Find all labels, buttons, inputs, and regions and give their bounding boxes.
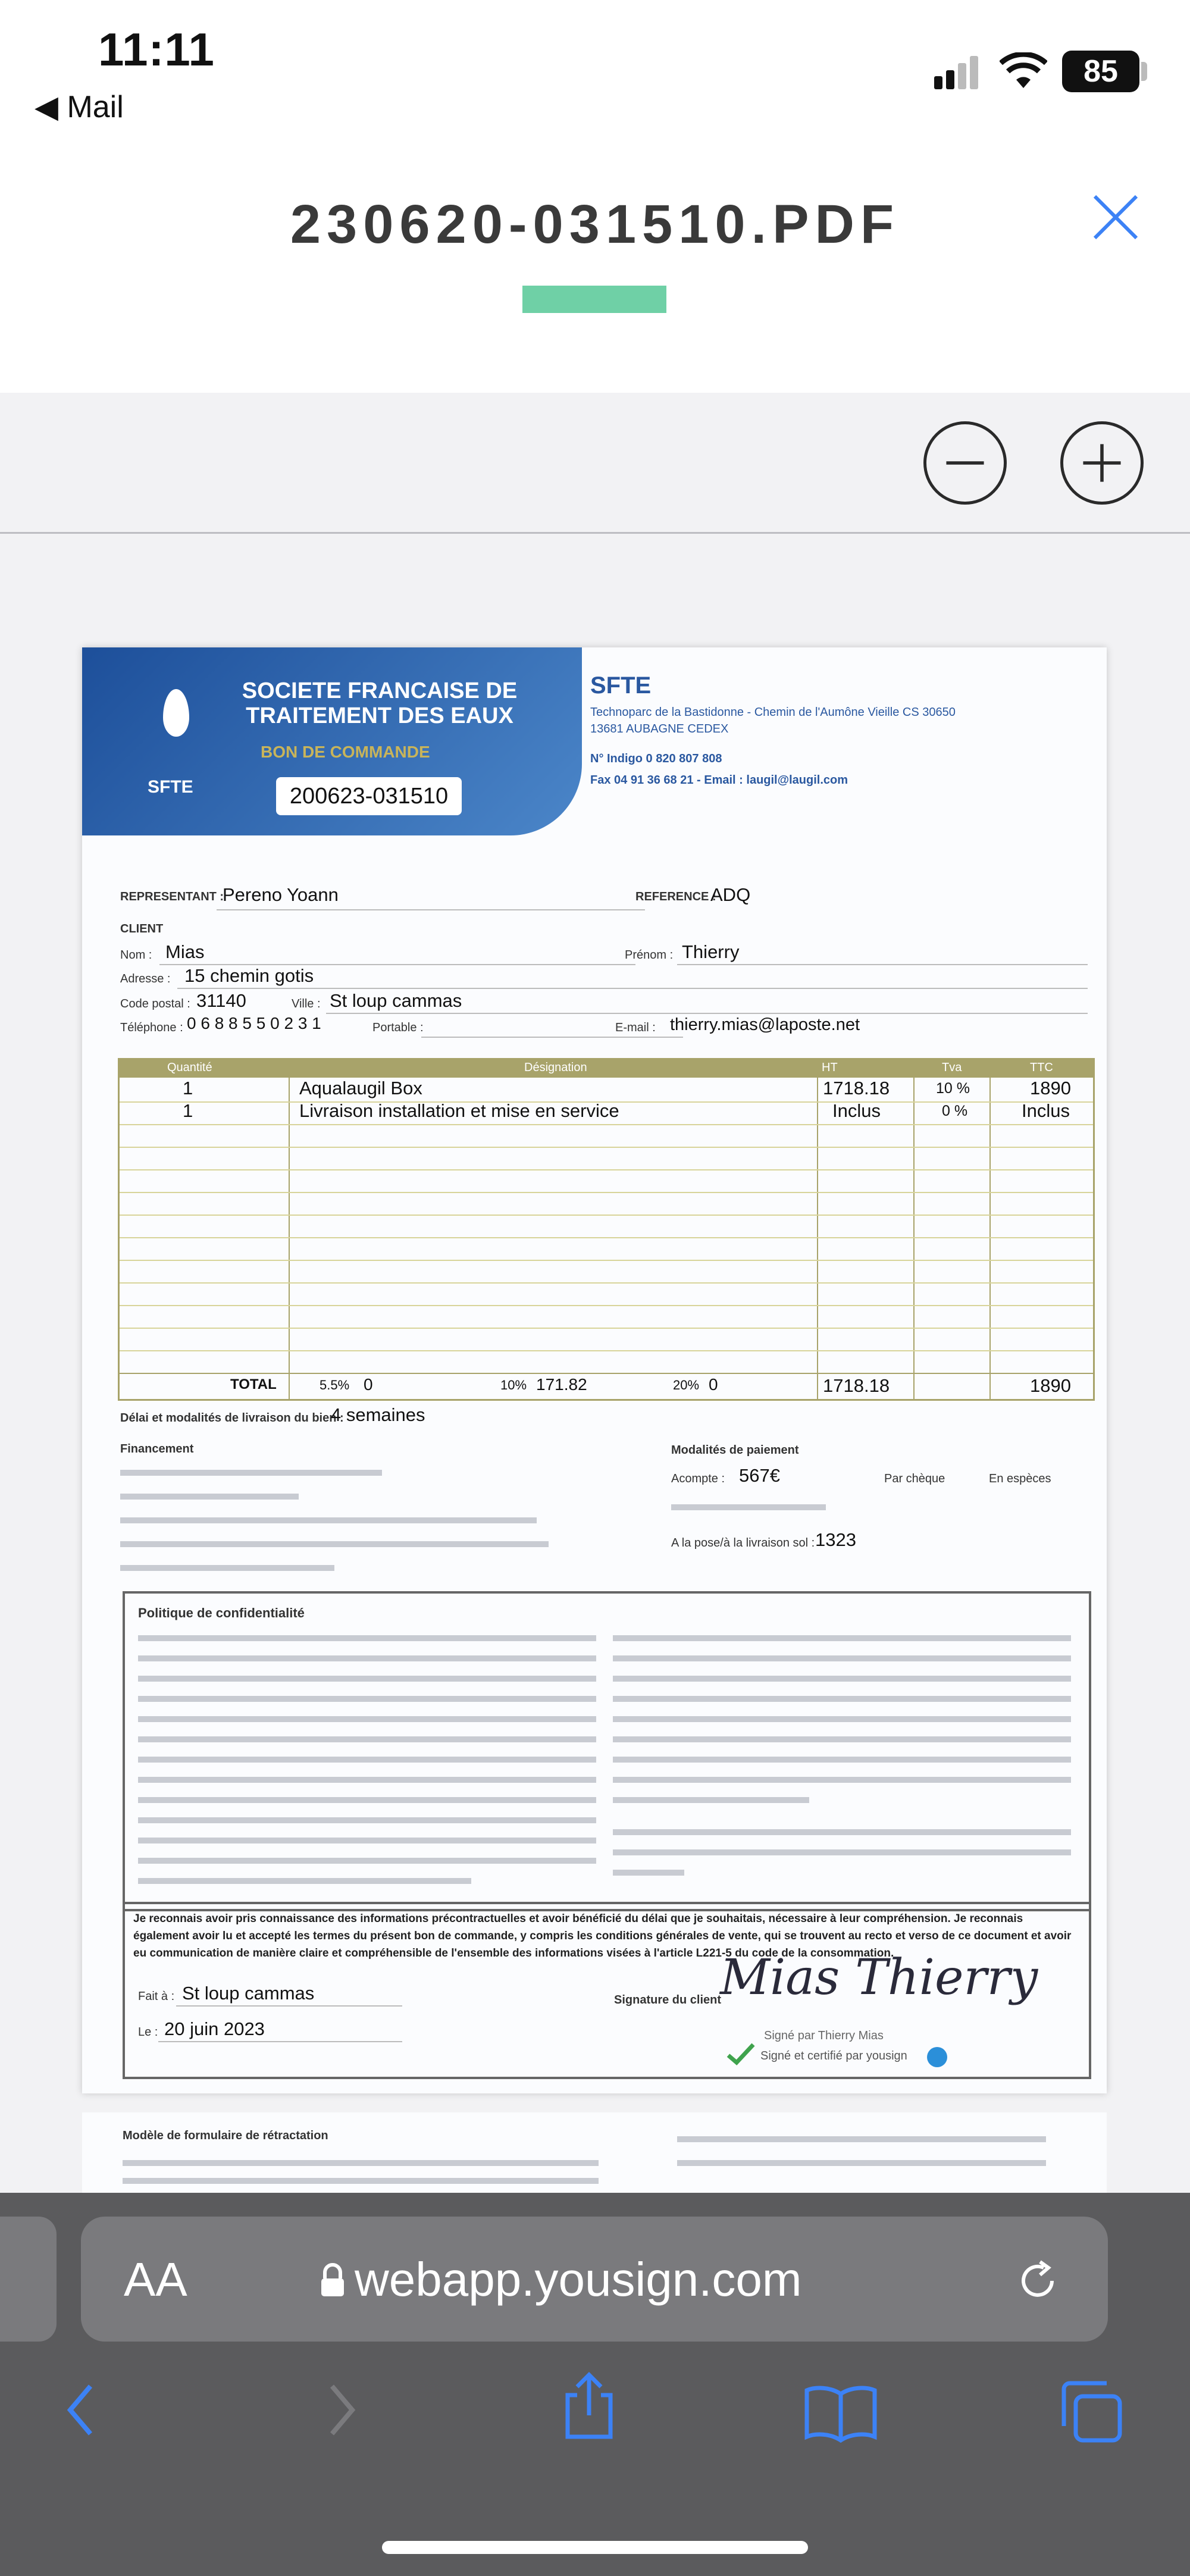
col-divider [817, 1060, 818, 1399]
client-signature: Mias Thierry [720, 1949, 1038, 2006]
tabs-icon[interactable] [1059, 2378, 1125, 2444]
logo-text: SFTE [148, 777, 193, 797]
battery-indicator: 85 [1062, 51, 1139, 92]
total-ttc: 1890 [1030, 1375, 1071, 1396]
row1-ht: 1718.18 [823, 1078, 890, 1098]
reader-settings-button[interactable]: AA [124, 2253, 187, 2306]
text-line [138, 1696, 596, 1702]
tel-value: 0 6 8 8 5 5 0 2 3 1 [187, 1014, 321, 1032]
text-line [613, 1777, 1071, 1783]
text-line [138, 1736, 596, 1742]
divider [177, 988, 1088, 989]
divider [217, 909, 645, 910]
text-line [613, 1696, 1071, 1702]
indigo-number: N° Indigo 0 820 807 808 [590, 752, 722, 765]
modalites-line [671, 1504, 826, 1510]
signature-label: Signature du client [614, 1993, 722, 2007]
text-line [123, 2178, 599, 2184]
total-label: TOTAL [230, 1376, 277, 1392]
pdf-page[interactable] [82, 647, 1107, 2093]
contact-line: Fax 04 91 36 68 21 - Email : laugil@laugil.com [590, 774, 848, 787]
divider [421, 1037, 683, 1038]
divider [176, 2005, 402, 2007]
prenom-value: Thierry [682, 941, 740, 962]
certified-by: Signé et certifié par yousign [760, 2049, 907, 2062]
representant-label: REPRESENTANT : [120, 890, 224, 903]
document-title: 230620-031510.PDF [290, 194, 900, 255]
text-line [138, 1757, 596, 1763]
client-label: CLIENT [120, 922, 164, 935]
text-line [613, 1797, 809, 1803]
yousign-logo-icon [927, 2047, 947, 2067]
row2-ttc: Inclus [1022, 1100, 1070, 1121]
col-divider [989, 1060, 991, 1399]
adresse-value: 15 chemin gotis [184, 965, 314, 986]
tva2-label: 10% [500, 1378, 527, 1392]
document-header [0, 143, 1190, 393]
text-line [613, 1655, 1071, 1661]
address-line-1: Technoparc de la Bastidonne - Chemin de l'Aumône Vieille CS 30650 [590, 706, 956, 719]
row1-ttc: 1890 [1030, 1078, 1071, 1098]
bookmarks-icon[interactable] [803, 2383, 878, 2443]
nom-value: Mias [165, 941, 205, 962]
col-quantite: Quantité [167, 1061, 212, 1074]
reference-label: REFERENCE : [635, 890, 716, 903]
row2-tva: 0 % [942, 1103, 968, 1119]
text-line [138, 1777, 596, 1783]
close-icon[interactable] [1089, 190, 1142, 244]
col-divider [913, 1060, 915, 1399]
row-line [120, 1124, 1093, 1125]
cp-label: Code postal : [120, 997, 190, 1010]
tel-label: Téléphone : [120, 1021, 183, 1034]
text-line [613, 1676, 1071, 1682]
text-line [613, 1736, 1071, 1742]
financement-line [120, 1494, 299, 1500]
total-ht: 1718.18 [823, 1375, 890, 1396]
text-line [138, 1797, 596, 1803]
signal-icon [934, 55, 982, 90]
financement-line [120, 1470, 382, 1476]
reload-icon[interactable] [1015, 2258, 1060, 2303]
clock: 11:11 [98, 23, 215, 76]
consent-text: Je reconnais avoir pris connaissance des informations précontractuelles et avoir bénéficié du délai que je souhaitais, nécessaire à leur compréhension. Je reconnais également avoir lu et accepté les termes du présent bon de commande, y compris les conditions générales de vente, qui se trouvent au recto et verso de ce document et avoir eu communication de manière claire et compréhensible de l'ensemble des informations visées à l'article L221-5 du code de la consommation. [133, 1913, 1072, 1960]
financement-line [120, 1565, 334, 1571]
zoom-toolbar [0, 393, 1190, 534]
tva1-label: 5.5% [320, 1378, 350, 1392]
lock-icon [319, 2263, 346, 2299]
wifi-icon [1000, 52, 1047, 90]
text-line [613, 1849, 1071, 1855]
row1-qty: 1 [183, 1078, 193, 1098]
previous-tab-preview[interactable] [0, 2217, 57, 2342]
cp-value: 31140 [196, 990, 246, 1011]
bon-de-commande-label: BON DE COMMANDE [261, 743, 430, 761]
text-line [613, 1870, 684, 1876]
delai-value: 4 semaines [331, 1404, 425, 1425]
zoom-in-icon[interactable] [1060, 421, 1144, 505]
en-especes-option[interactable]: En espèces [989, 1472, 1051, 1485]
fait-value: St loup cammas [182, 1983, 315, 2004]
a-percevoir-label: A la pose/à la livraison sol : [671, 1536, 815, 1550]
fait-label: Fait à : [138, 1990, 175, 2003]
row-line [120, 1282, 1093, 1284]
col-ht: HT [822, 1061, 838, 1074]
row1-tva: 10 % [936, 1080, 970, 1097]
sfte-heading: SFTE [590, 672, 652, 699]
email-label: E-mail : [615, 1021, 656, 1034]
tva3-label: 20% [673, 1378, 700, 1392]
a-percevoir-value: 1323 [815, 1529, 856, 1550]
financement-line [120, 1517, 537, 1523]
ville-label: Ville : [292, 997, 321, 1010]
text-line [138, 1635, 596, 1641]
portable-label: Portable : [372, 1021, 424, 1034]
row-line [120, 1260, 1093, 1261]
financement-line [120, 1541, 549, 1547]
text-line [677, 2160, 1046, 2166]
row2-designation: Livraison installation et mise en service [299, 1100, 619, 1121]
browser-toolbar [0, 2193, 1190, 2576]
text-line [138, 1817, 596, 1823]
representant-value: Pereno Yoann [223, 884, 339, 905]
company-name: SOCIETE FRANCAISE DE TRAITEMENT DES EAUX [242, 678, 518, 728]
privacy-title: Politique de confidentialité [138, 1605, 305, 1620]
consent-box [123, 1902, 1091, 2079]
email-value: thierry.mias@laposte.net [670, 1015, 860, 1034]
privacy-policy-box [123, 1591, 1091, 1911]
col-tva: Tva [942, 1061, 962, 1074]
le-label: Le : [138, 2026, 158, 2039]
tva1-value: 0 [364, 1375, 373, 1394]
text-line [138, 1676, 596, 1682]
row-line [120, 1147, 1093, 1148]
title-underline [522, 286, 666, 313]
text-line [123, 2160, 599, 2166]
text-line [138, 1716, 596, 1722]
url-text[interactable]: webapp.yousign.com [355, 2253, 802, 2306]
text-line [613, 1716, 1071, 1722]
col-designation: Désignation [524, 1061, 587, 1074]
address-bar[interactable] [81, 2217, 1108, 2342]
signed-by: Signé par Thierry Mias [764, 2029, 884, 2042]
next-pdf-page[interactable] [82, 2112, 1107, 2202]
table-header [120, 1060, 1093, 1078]
row2-ht: Inclus [832, 1100, 881, 1121]
tva2-value: 171.82 [536, 1375, 587, 1394]
col-ttc: TTC [1030, 1061, 1053, 1074]
row-line [120, 1373, 1093, 1374]
address-line-2: 13681 AUBAGNE CEDEX [590, 722, 729, 735]
row-line [120, 1350, 1093, 1351]
home-indicator [382, 2541, 808, 2554]
row-line [120, 1305, 1093, 1306]
text-line [613, 1635, 1071, 1641]
row-line [120, 1328, 1093, 1329]
acompte-label: Acompte : [671, 1472, 725, 1485]
row-line [120, 1215, 1093, 1216]
text-line [138, 1878, 471, 1884]
prenom-label: Prénom : [625, 949, 674, 962]
row1-designation: Aqualaugil Box [299, 1078, 422, 1098]
retractation-title: Modèle de formulaire de rétractation [123, 2129, 328, 2142]
delai-label: Délai et modalités de livraison du bien : [120, 1411, 344, 1425]
zoom-out-icon[interactable] [923, 421, 1007, 505]
status-bar [0, 0, 1190, 143]
acompte-value: 567€ [739, 1465, 780, 1486]
nom-label: Nom : [120, 949, 152, 962]
row2-qty: 1 [183, 1100, 193, 1121]
order-number: 200623-031510 [276, 777, 462, 815]
tva3-value: 0 [709, 1375, 718, 1394]
back-to-mail-link[interactable]: ◀ Mail [35, 90, 124, 124]
order-table [118, 1058, 1095, 1401]
row-line [120, 1169, 1093, 1170]
par-cheque-option[interactable]: Par chèque [884, 1472, 945, 1485]
check-icon [726, 2042, 756, 2066]
text-line [613, 1757, 1071, 1763]
ville-value: St loup cammas [330, 990, 462, 1011]
company-banner [82, 647, 582, 835]
divider [158, 2041, 402, 2042]
forward-icon[interactable] [321, 2380, 363, 2440]
reference-value: ADQ [710, 884, 751, 905]
text-line [613, 1829, 1071, 1835]
share-icon[interactable] [559, 2371, 619, 2443]
divider [677, 964, 1088, 965]
adresse-label: Adresse : [120, 972, 171, 985]
date-value: 20 juin 2023 [164, 2018, 265, 2039]
text-line [677, 2136, 1046, 2142]
text-line [138, 1858, 596, 1864]
divider [326, 1013, 1088, 1014]
modalites-label: Modalités de paiement [671, 1444, 799, 1457]
row-line [120, 1237, 1093, 1238]
battery-tip [1141, 62, 1147, 81]
text-line [138, 1655, 596, 1661]
col-divider [289, 1060, 290, 1399]
row-line [120, 1192, 1093, 1193]
text-line [138, 1838, 596, 1843]
water-drop-icon [163, 689, 189, 737]
back-icon[interactable] [60, 2380, 101, 2440]
financement-label: Financement [120, 1442, 194, 1456]
